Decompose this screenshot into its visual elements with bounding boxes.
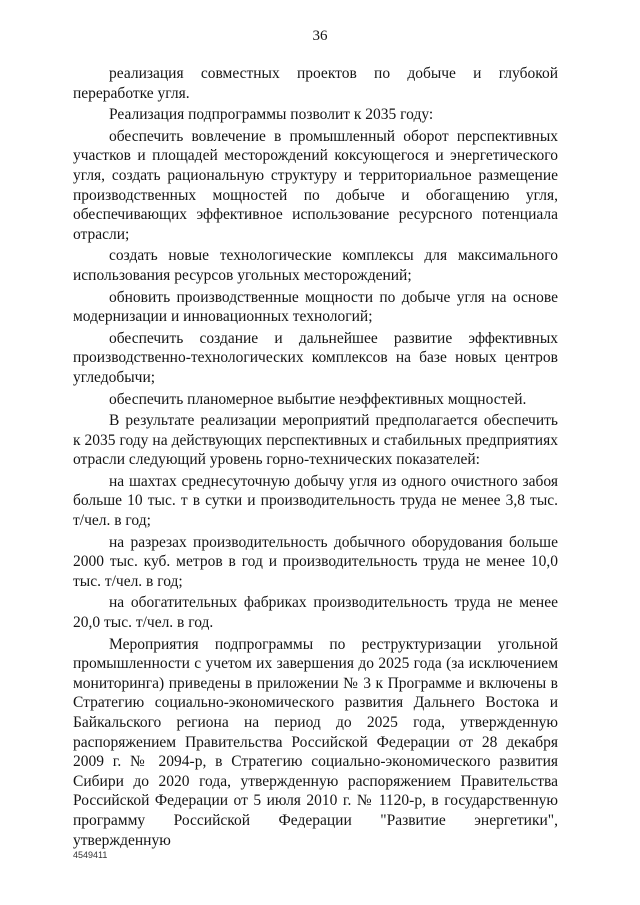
paragraph: реализация совместных проектов по добыче и глубокой переработке угля. xyxy=(73,65,558,102)
document-code: 4549411 xyxy=(73,850,108,860)
paragraph: обеспечить планомерное выбытие неэффективных мощностей. xyxy=(109,390,527,408)
paragraph: на разрезах производительность добычного оборудования больше 2000 тыс. куб. метров в год и производительность труда не менее 10,0 тыс. т/чел. в год; xyxy=(73,533,558,590)
paragraph: Реализация подпрограммы позволит к 2035 году: xyxy=(109,106,434,124)
paragraph: создать новые технологические комплексы для максимального использования ресурсов угольных месторождений; xyxy=(73,247,558,284)
paragraph: В результате реализации мероприятий предполагается обеспечить к 2035 году на действующих перспективных и стабильных предприятиях отрасли следующий уровень горно-технических показателей: xyxy=(73,412,558,469)
paragraph: обеспечить создание и дальнейшее развитие эффективных производственно-технологических комплексов на базе новых центров угледобычи; xyxy=(73,329,558,386)
paragraph: обеспечить вовлечение в промышленный оборот перспективных участков и площадей месторождений коксующегося и энергетического угля, создать рациональную структуру и территориальное размещение производственных мощностей по добыче и обогащению угля, обеспечивающих эффективное использование ресурсного потенциала отрасли; xyxy=(73,127,558,243)
paragraph: на шахтах среднесуточную добычу угля из одного очистного забоя больше 10 тыс. т в сутки и производительность труда не менее 3,8 тыс. т/чел. в год; xyxy=(73,472,558,530)
paragraph: обновить производственные мощности по добыче угля на основе модернизации и инновационных технологий; xyxy=(73,288,558,326)
page-number: 36 xyxy=(312,28,328,44)
paragraph: на обогатительных фабриках производительность труда не менее 20,0 тыс. т/чел. в год. xyxy=(73,594,558,632)
document-body xyxy=(73,64,558,852)
paragraph: Мероприятия подпрограммы по реструктуризации угольной промышленности с учетом их завершения до 2025 года (за исключением мониторинга) приведены в приложении № 3 к Программе и включены в Стратегию социально-экономического развития Дальнего Востока и Байкальского региона на период до 2025 года, утвержденную распоряжением Правительства Российской Федерации от 28 декабря 2009 г. № 2094-р, в Стратегию социально-экономического развития Сибири до 2020 года, утвержденную распоряжением Правительства Российской Федерации от 5 июля 2010 г. № 1120-р, в государственную программу Российской Федерации "Развитие энергетики", утвержденную xyxy=(73,635,558,849)
